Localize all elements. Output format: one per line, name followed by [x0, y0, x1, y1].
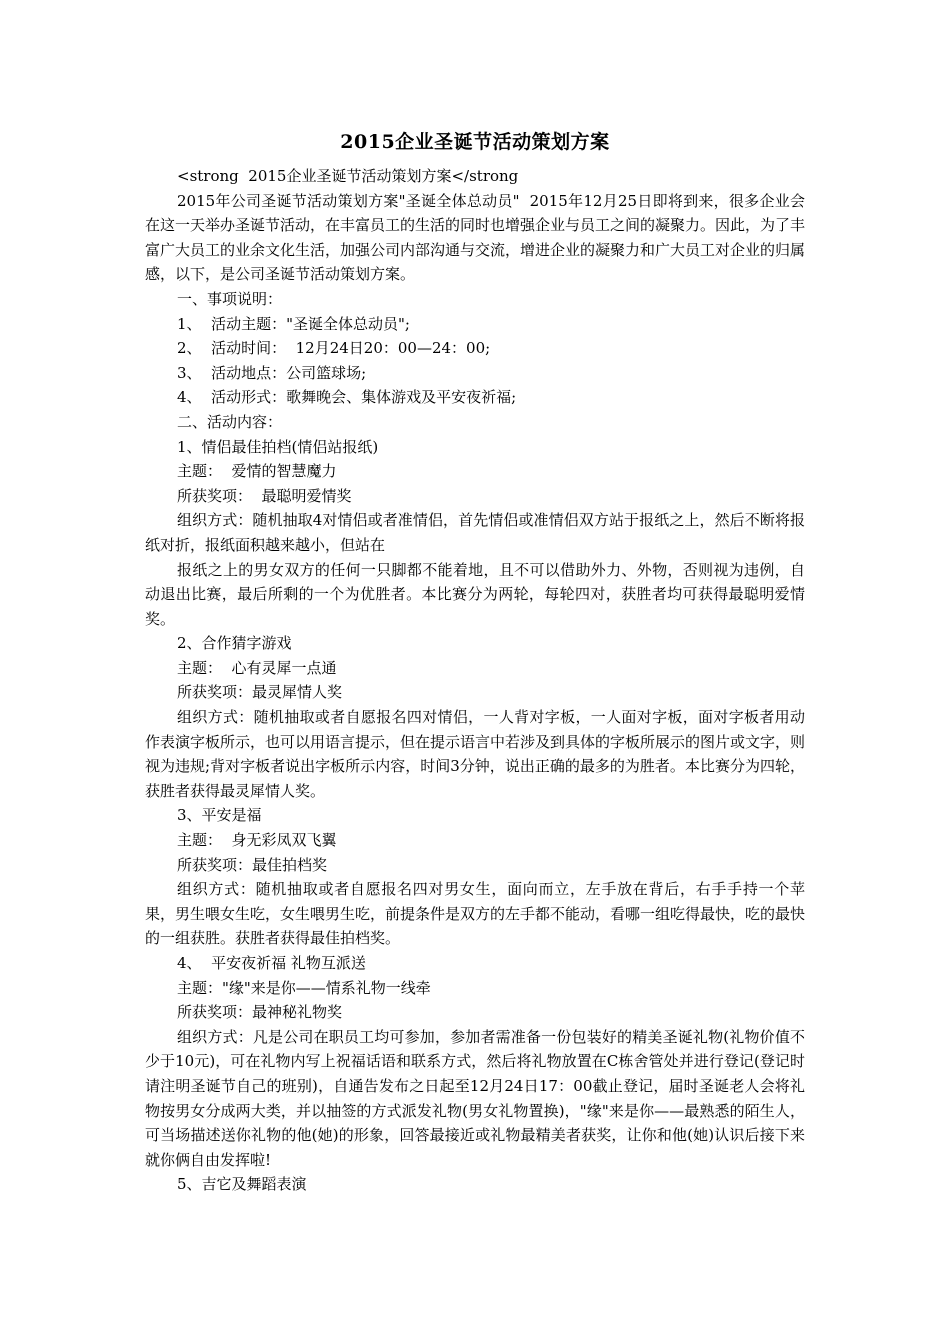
paragraph: 主题："缘"来是你——情系礼物一线牵	[177, 978, 431, 997]
paragraph: 主题： 身无彩凤双飞翼	[177, 831, 337, 850]
paragraph: 2015年公司圣诞节活动策划方案"圣诞全体总动员" 2015年12月25日即将到来，很多企业会在这一天举办圣诞节活动，在丰富员工的生活的同时也增强企业与员工之间的凝聚力。因此，为了丰富广大员工的业余文化生活，加强公司内部沟通与交流，增进企业的凝聚力和广大员工对企业的归属感，以下，是公司圣诞节活动策划方案。	[145, 191, 806, 284]
paragraph: 3、平安是福	[177, 806, 262, 825]
paragraph: 组织方式：凡是公司在职员工均可参加，参加者需准备一份包装好的精美圣诞礼物(礼物价值不少于10元)，可在礼物内写上祝福话语和联系方式，然后将礼物放置在C栋舍管处并进行登记(登记时请注明圣诞节自己的班别)，自通告发布之日起至12月24日17：00截止登记，届时圣诞老人会将礼物按男女分成两大类，并以抽签的方式派发礼物(男女礼物置换)，"缘"来是你——最熟悉的陌生人，可当场描述送你礼物的他(她)的形象，回答最接近或礼物最精美者获奖，让你和他(她)认识后接下来就你俩自由发挥啦!	[145, 1027, 805, 1169]
paragraph: 二、活动内容：	[177, 412, 283, 431]
paragraph: 主题： 爱情的智慧魔力	[177, 462, 337, 481]
paragraph: <strong 2015企业圣诞节活动策划方案</strong	[177, 167, 519, 185]
paragraph: 4、 活动形式：歌舞晚会、集体游戏及平安夜祈福;	[177, 388, 517, 407]
paragraph: 3、 活动地点：公司篮球场;	[177, 363, 367, 382]
paragraph: 5、吉它及舞蹈表演	[177, 1175, 307, 1194]
paragraph: 组织方式：随机抽取或者自愿报名四对情侣，一人背对字板，一人面对字板，面对字板者用动作表演字板所示，也可以用语言提示，但在提示语言中若涉及到具体的字板所展示的图片或文字，则视为违规;背对字板者说出字板所示内容，时间3分钟，说出正确的最多的为胜者。本比赛分为四轮，获胜者获得最灵犀情人奖。	[145, 708, 806, 800]
paragraph: 组织方式：随机抽取或者自愿报名四对男女生，面向而立，左手放在背后，右手手持一个苹果，男生喂女生吃，女生喂男生吃，前提条件是双方的左手都不能动，看哪一组吃得最快，吃的最快的一组获胜。获胜者获得最佳拍档奖。	[145, 880, 806, 948]
paragraph: 组织方式：随机抽取4对情侣或者准情侣，首先情侣或准情侣双方站于报纸之上，然后不断将报纸对折，报纸面积越来越小，但站在	[145, 511, 805, 554]
document-page	[145, 126, 805, 1197]
paragraph: 1、 活动主题："圣诞全体总动员";	[177, 314, 410, 333]
paragraph: 报纸之上的男女双方的任何一只脚都不能着地，且不可以借助外力、外物，否则视为违例，自动退出比赛，最后所剩的一个为优胜者。本比赛分为两轮，每轮四对，获胜者均可获得最聪明爱情奖。	[145, 560, 805, 628]
document-title: 2015企业圣诞节活动策划方案	[340, 131, 610, 153]
paragraph: 所获奖项：最灵犀情人奖	[177, 683, 343, 702]
paragraph: 所获奖项： 最聪明爱情奖	[177, 486, 352, 505]
paragraph: 4、 平安夜祈福 礼物互派送	[177, 954, 366, 972]
paragraph: 2、合作猜字游戏	[177, 634, 292, 653]
paragraph: 2、 活动时间： 12月24日20：00—24：00;	[177, 339, 491, 358]
paragraph: 所获奖项：最佳拍档奖	[177, 855, 328, 874]
paragraph: 1、情侣最佳拍档(情侣站报纸)	[177, 437, 379, 456]
paragraph: 所获奖项：最神秘礼物奖	[177, 1003, 343, 1022]
paragraph: 主题： 心有灵犀一点通	[177, 658, 337, 677]
document-body	[145, 164, 805, 1197]
paragraph: 一、事项说明：	[177, 289, 283, 308]
